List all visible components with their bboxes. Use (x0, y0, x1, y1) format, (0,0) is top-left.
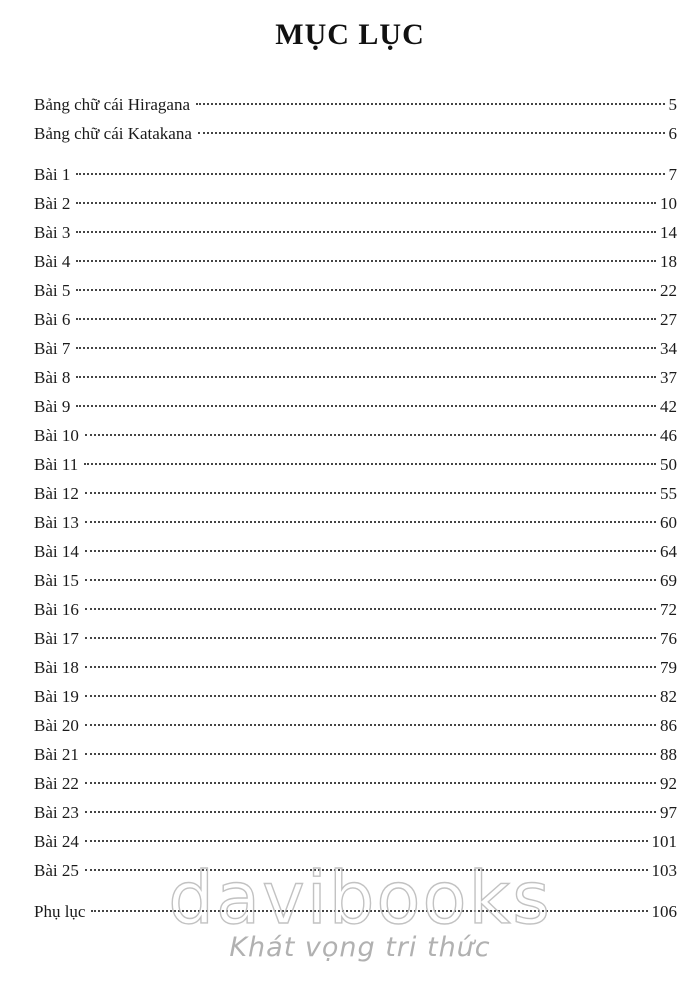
toc-entry (34, 711, 677, 740)
toc-entry (34, 276, 677, 305)
toc-entry (34, 653, 677, 682)
dot-leader (85, 811, 656, 813)
toc-entry (34, 119, 677, 148)
toc-entry (34, 682, 677, 711)
dot-leader (85, 521, 656, 523)
toc-entry (34, 740, 677, 769)
toc-entry (34, 305, 677, 334)
toc-entry (34, 624, 677, 653)
toc-entry-label: Bài 1 (34, 165, 71, 184)
toc-entry-page-number: 103 (651, 861, 677, 880)
toc-entry-label: Bài 3 (34, 223, 71, 242)
toc-entry-page-number: 106 (651, 902, 677, 921)
dot-leader (85, 724, 656, 726)
toc-entry-label: Bài 22 (34, 774, 79, 793)
toc-entry (34, 247, 677, 276)
toc-entry-page-number: 27 (660, 310, 677, 329)
toc-entry-label: Bài 13 (34, 513, 79, 532)
toc-entry-label: Bài 25 (34, 861, 79, 880)
toc-entry (34, 856, 677, 885)
toc-entry (34, 189, 677, 218)
toc-entry (34, 334, 677, 363)
toc-entry-label: Bài 19 (34, 687, 79, 706)
dot-leader (85, 782, 656, 784)
toc-entry-label: Bài 20 (34, 716, 79, 735)
toc-entry-page-number: 22 (660, 281, 677, 300)
toc-entry-label: Bài 16 (34, 600, 79, 619)
toc-entry-page-number: 50 (660, 455, 677, 474)
dot-leader (91, 910, 647, 912)
dot-leader (85, 492, 656, 494)
toc-entry-page-number: 101 (651, 832, 677, 851)
dot-leader (76, 347, 656, 349)
toc-entry-label: Bài 24 (34, 832, 79, 851)
dot-leader (76, 202, 656, 204)
toc-entry-label: Bài 5 (34, 281, 71, 300)
dot-leader (84, 463, 656, 465)
toc-entry (34, 508, 677, 537)
dot-leader (76, 376, 656, 378)
toc-entry-label: Bài 11 (34, 455, 79, 474)
dot-leader (85, 637, 656, 639)
toc-entry-page-number: 6 (668, 124, 677, 143)
toc-entry-label: Bài 7 (34, 339, 71, 358)
toc-entry-page-number: 14 (660, 223, 677, 242)
toc-entry (34, 566, 677, 595)
toc-group-lessons (34, 160, 677, 885)
toc-entry-page-number: 97 (660, 803, 677, 822)
toc-entry-page-number: 64 (660, 542, 677, 561)
toc-entry-page-number: 55 (660, 484, 677, 503)
toc-entry-page-number: 5 (668, 95, 677, 114)
toc-entry-label: Bài 23 (34, 803, 79, 822)
dot-leader (196, 103, 664, 105)
table-of-contents (34, 90, 677, 926)
toc-entry-page-number: 18 (660, 252, 677, 271)
toc-entry-page-number: 7 (668, 165, 677, 184)
toc-group-appendix (34, 897, 677, 926)
toc-entry-label: Bài 17 (34, 629, 79, 648)
toc-entry (34, 827, 677, 856)
dot-leader (85, 434, 656, 436)
toc-entry-page-number: 79 (660, 658, 677, 677)
dot-leader (76, 289, 656, 291)
toc-entry-page-number: 60 (660, 513, 677, 532)
dot-leader (85, 840, 648, 842)
watermark-brand: davibooks (168, 856, 552, 940)
toc-entry-label: Bài 2 (34, 194, 71, 213)
toc-entry-label: Bài 15 (34, 571, 79, 590)
toc-entry-label: Bài 6 (34, 310, 71, 329)
toc-entry-page-number: 46 (660, 426, 677, 445)
dot-leader (85, 666, 656, 668)
toc-entry (34, 421, 677, 450)
toc-entry (34, 450, 677, 479)
toc-entry-label: Bài 10 (34, 426, 79, 445)
toc-entry-page-number: 86 (660, 716, 677, 735)
toc-entry-page-number: 92 (660, 774, 677, 793)
toc-entry-label: Bài 4 (34, 252, 71, 271)
dot-leader (85, 869, 648, 871)
toc-entry-label: Bảng chữ cái Hiragana (34, 95, 191, 114)
toc-entry (34, 537, 677, 566)
toc-entry (34, 90, 677, 119)
toc-entry-page-number: 88 (660, 745, 677, 764)
toc-entry (34, 363, 677, 392)
dot-leader (85, 753, 656, 755)
toc-entry-page-number: 34 (660, 339, 677, 358)
dot-leader (76, 231, 656, 233)
toc-entry (34, 595, 677, 624)
toc-entry-label: Bài 14 (34, 542, 79, 561)
toc-entry-page-number: 37 (660, 368, 677, 387)
toc-entry (34, 160, 677, 189)
toc-entry-page-number: 10 (660, 194, 677, 213)
toc-entry-label: Bài 12 (34, 484, 79, 503)
toc-entry (34, 479, 677, 508)
toc-entry-label: Bài 21 (34, 745, 79, 764)
toc-entry (34, 392, 677, 421)
page-title: MỤC LỤC (275, 18, 425, 51)
toc-entry-label: Bài 18 (34, 658, 79, 677)
toc-entry (34, 218, 677, 247)
toc-entry-page-number: 72 (660, 600, 677, 619)
toc-entry (34, 798, 677, 827)
toc-entry (34, 897, 677, 926)
toc-entry-page-number: 76 (660, 629, 677, 648)
dot-leader (85, 579, 656, 581)
toc-entry-page-number: 82 (660, 687, 677, 706)
dot-leader (76, 405, 656, 407)
toc-entry-label: Bài 8 (34, 368, 71, 387)
toc-entry (34, 769, 677, 798)
toc-entry-label: Bảng chữ cái Katakana (34, 124, 192, 143)
dot-leader (85, 550, 656, 552)
dot-leader (85, 695, 656, 697)
dot-leader (76, 173, 664, 175)
toc-entry-label: Bài 9 (34, 397, 71, 416)
dot-leader (85, 608, 656, 610)
dot-leader (76, 260, 656, 262)
watermark-tagline: Khát vọng tri thức (229, 932, 491, 963)
toc-entry-label: Phụ lục (34, 902, 86, 921)
toc-group-alphabet (34, 90, 677, 148)
toc-entry-page-number: 42 (660, 397, 677, 416)
dot-leader (198, 132, 665, 134)
toc-entry-page-number: 69 (660, 571, 677, 590)
dot-leader (76, 318, 656, 320)
